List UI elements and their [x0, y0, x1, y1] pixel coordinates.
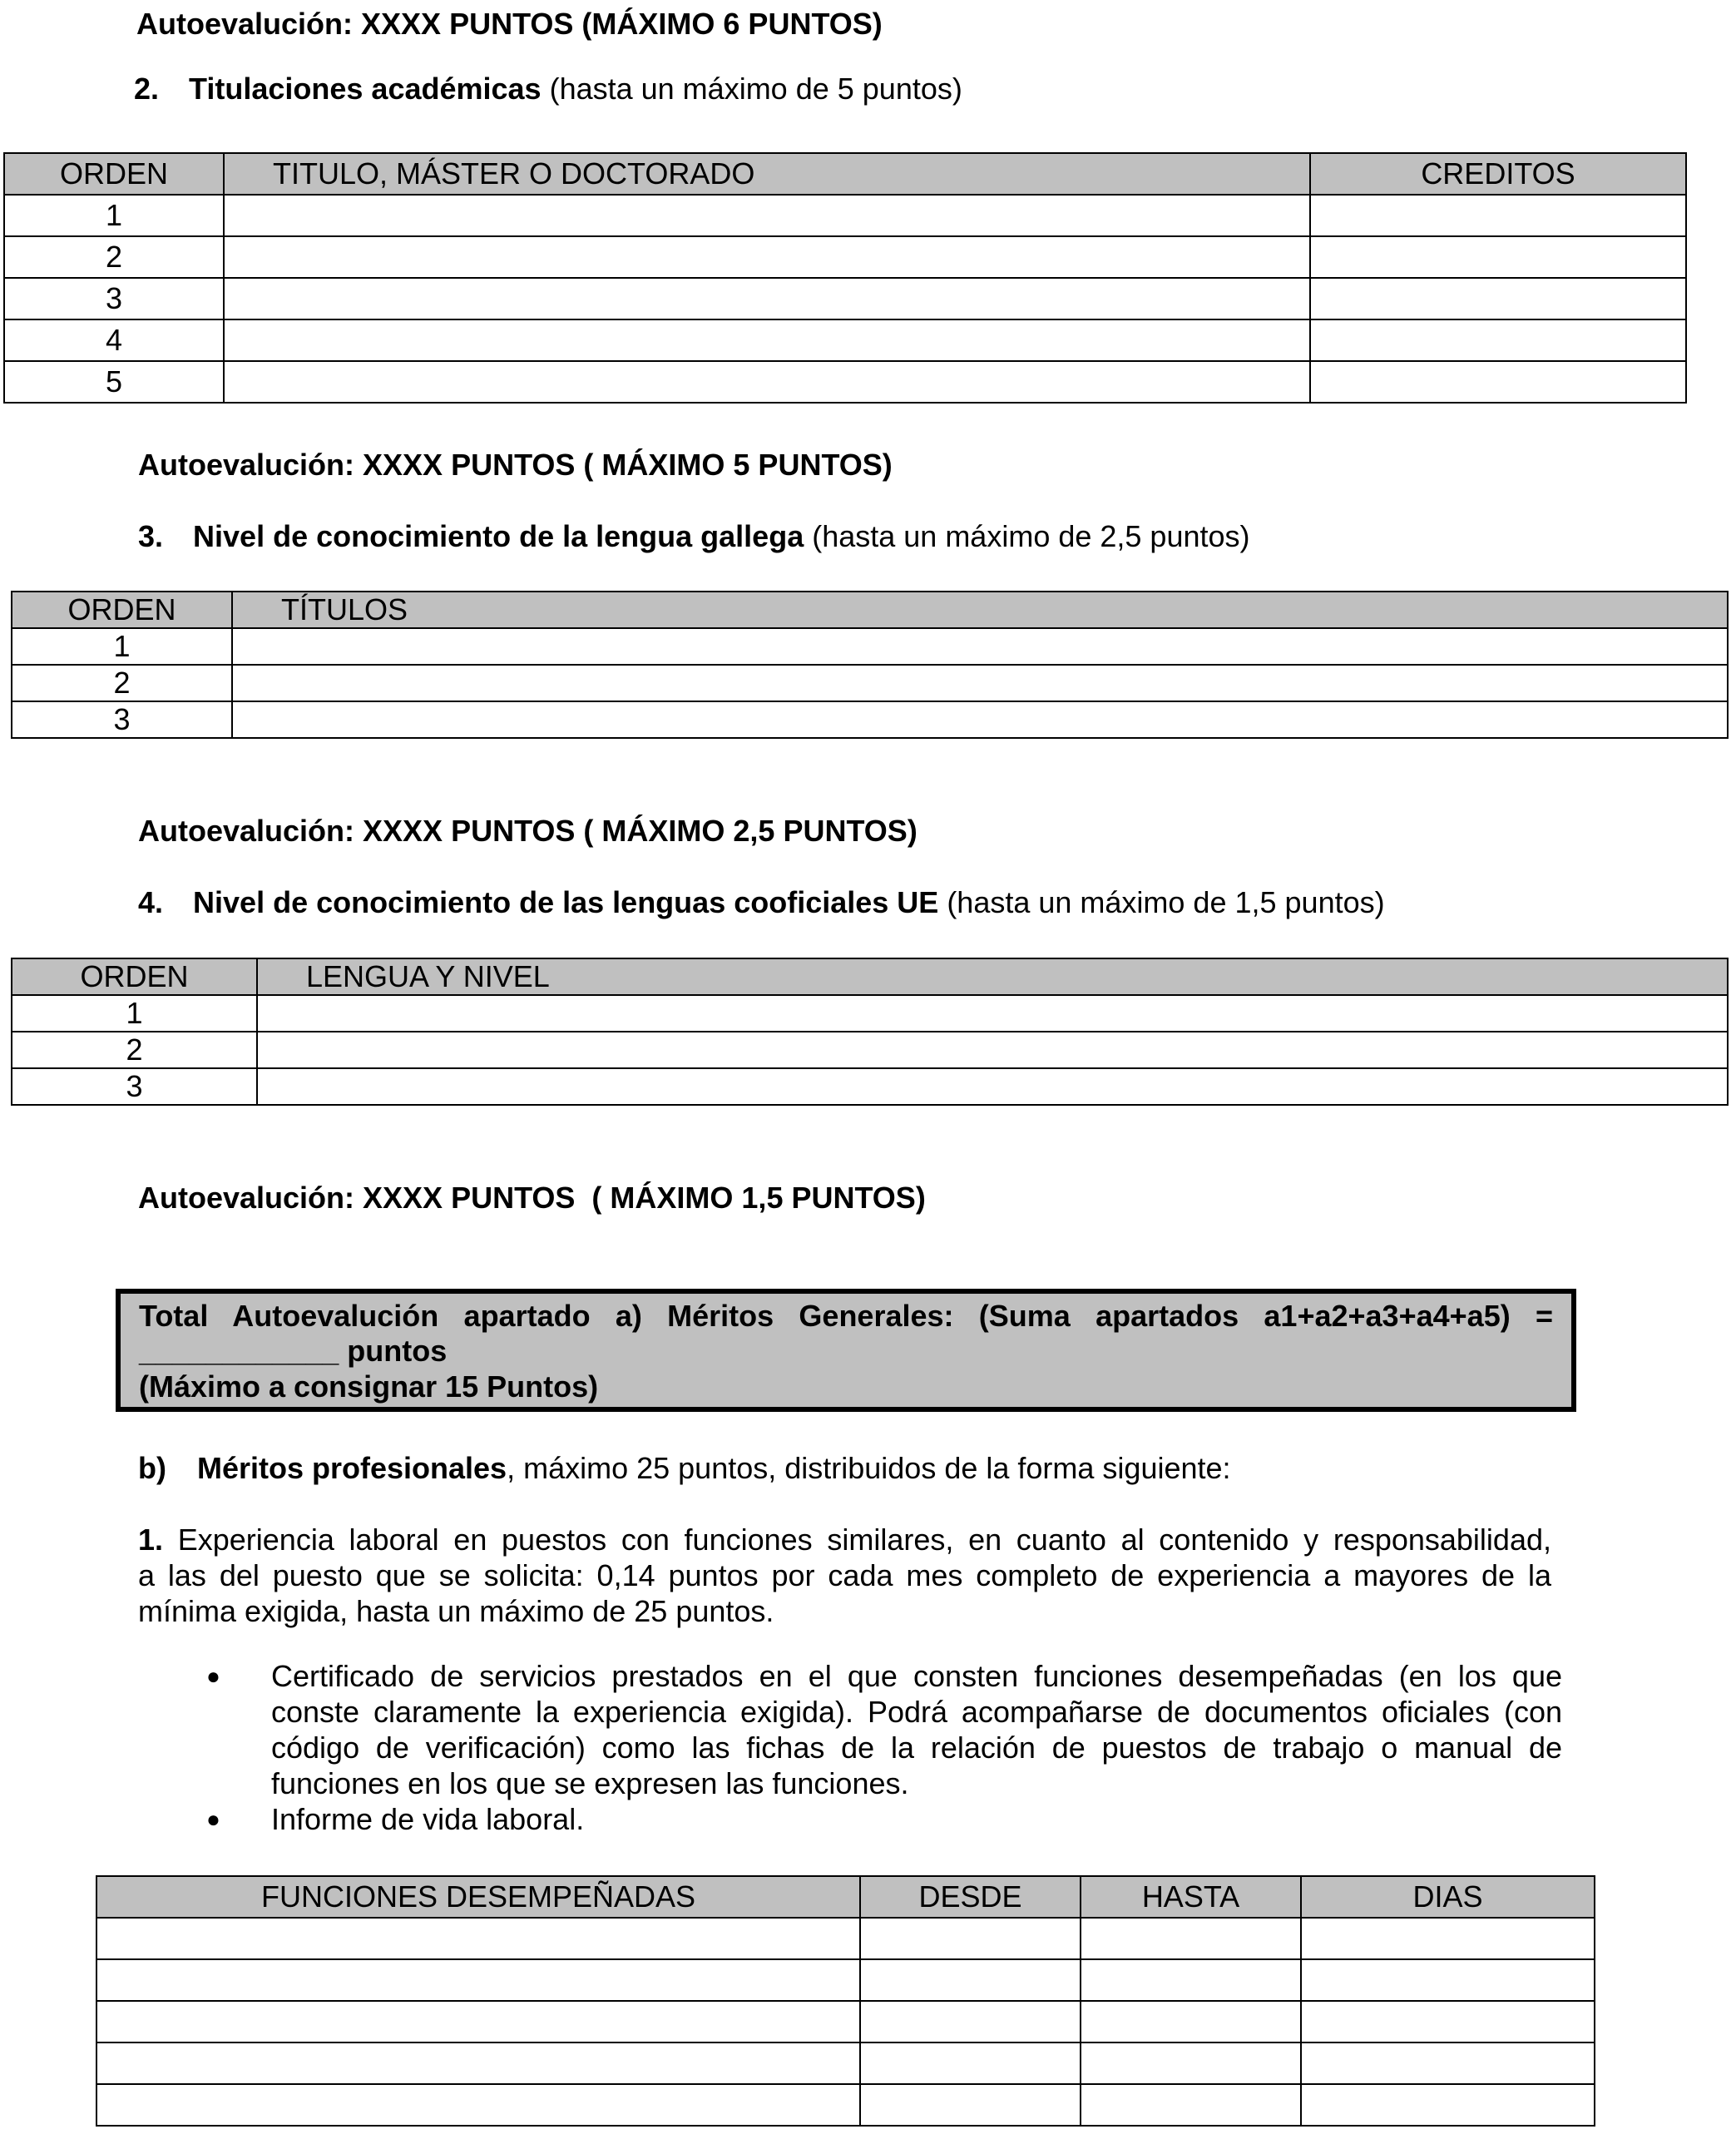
- hasta-cell[interactable]: [1081, 1959, 1301, 2001]
- table-row: [12, 701, 1728, 738]
- row-number: 4: [4, 319, 224, 361]
- section-2-subtitle: (hasta un máximo de 5 puntos): [541, 72, 962, 106]
- creditos-cell[interactable]: [1310, 236, 1686, 278]
- table-header-row: [96, 1876, 1595, 1918]
- funciones-cell[interactable]: [96, 1959, 860, 2001]
- table-row: [96, 2084, 1595, 2126]
- section-b-title: Méritos profesionales: [196, 1451, 507, 1485]
- dias-cell[interactable]: [1301, 1918, 1595, 1959]
- autoeval-section-1: Autoevalución: XXXX PUNTOS (MÁXIMO 6 PUNTOS): [136, 7, 883, 41]
- autoeval-section-4: Autoevalución: XXXX PUNTOS ( MÁXIMO 1,5 PUNTOS): [138, 1181, 926, 1215]
- section-2-number: 2.: [134, 72, 160, 106]
- header-hasta: HASTA: [1081, 1876, 1301, 1918]
- desde-cell[interactable]: [860, 1959, 1081, 2001]
- bullet-line: funciones en los que se expresen las funciones.: [271, 1766, 909, 1800]
- dias-cell[interactable]: [1301, 2001, 1595, 2042]
- hasta-cell[interactable]: [1081, 2001, 1301, 2042]
- section-3-heading: [138, 518, 1250, 554]
- table-row: [12, 1032, 1728, 1068]
- titulo-cell[interactable]: [224, 236, 1310, 278]
- titulos-cell[interactable]: [232, 628, 1728, 665]
- lengua-cell[interactable]: [257, 1032, 1728, 1068]
- lengua-cell[interactable]: [257, 995, 1728, 1032]
- dias-cell[interactable]: [1301, 2084, 1595, 2126]
- autoeval-section-2: Autoevalución: XXXX PUNTOS ( MÁXIMO 5 PUNTOS): [138, 448, 893, 482]
- titulo-cell[interactable]: [224, 361, 1310, 403]
- funciones-cell[interactable]: [96, 2001, 860, 2042]
- header-funciones: FUNCIONES DESEMPEÑADAS: [96, 1876, 860, 1918]
- section-3-subtitle: (hasta un máximo de 2,5 puntos): [804, 519, 1250, 553]
- table-row: [4, 319, 1686, 361]
- experiencia-line-2: a las del puesto que se solicita: 0,14 puntos por cada mes completo de experiencia a mayores de la: [138, 1558, 1551, 1592]
- bullet-line: conste claramente la experiencia exigida). Podrá acompañarse de documentos oficiales (con: [271, 1695, 1562, 1729]
- titulo-cell[interactable]: [224, 319, 1310, 361]
- experiencia-line-3: mínima exigida, hasta un máximo de 25 puntos.: [138, 1594, 774, 1628]
- row-number: 2: [12, 1032, 257, 1068]
- hasta-cell[interactable]: [1081, 2042, 1301, 2084]
- creditos-cell[interactable]: [1310, 361, 1686, 403]
- row-number: 5: [4, 361, 224, 403]
- bullet-certificado: [206, 1658, 1562, 1801]
- header-lengua-nivel: LENGUA Y NIVEL: [257, 958, 1728, 995]
- funciones-table: [96, 1875, 1595, 2127]
- creditos-cell[interactable]: [1310, 195, 1686, 236]
- autoeval-section-3: Autoevalución: XXXX PUNTOS ( MÁXIMO 2,5 PUNTOS): [138, 814, 917, 848]
- section-4-heading: [138, 884, 1385, 920]
- titulo-cell[interactable]: [224, 195, 1310, 236]
- creditos-cell[interactable]: [1310, 319, 1686, 361]
- titulaciones-table: [3, 152, 1687, 404]
- header-titulos: TÍTULOS: [232, 592, 1728, 628]
- table-row: [96, 2042, 1595, 2084]
- table-row: [12, 665, 1728, 701]
- table-row: [96, 1918, 1595, 1959]
- total-line-2: ____________ puntos: [139, 1334, 448, 1368]
- table-row: [96, 1959, 1595, 2001]
- bullet-glyph: ●: [206, 1806, 220, 1832]
- creditos-cell[interactable]: [1310, 278, 1686, 319]
- row-number: 1: [4, 195, 224, 236]
- section-2-heading: [134, 71, 962, 106]
- bullet-vida-laboral: [206, 1801, 1562, 1837]
- total-line-3: (Máximo a consignar 15 Puntos): [139, 1369, 599, 1404]
- desde-cell[interactable]: [860, 1918, 1081, 1959]
- row-number: 3: [12, 701, 232, 738]
- section-b-text: , máximo 25 puntos, distribuidos de la forma siguiente:: [507, 1451, 1231, 1485]
- table-row: [4, 278, 1686, 319]
- section-4-number: 4.: [138, 885, 164, 919]
- funciones-cell[interactable]: [96, 2084, 860, 2126]
- total-line-1: Total Autoevalución apartado a) Méritos Generales: (Suma apartados a1+a2+a3+a4+a5) =: [139, 1299, 1553, 1333]
- hasta-cell[interactable]: [1081, 2084, 1301, 2126]
- header-orden: ORDEN: [4, 153, 224, 195]
- bullet-line: Certificado de servicios prestados en el que consten funciones desempeñadas (en los que: [271, 1659, 1562, 1693]
- section-b-heading: [138, 1450, 1231, 1486]
- dias-cell[interactable]: [1301, 2042, 1595, 2084]
- dias-cell[interactable]: [1301, 1959, 1595, 2001]
- lengua-gallega-table: [11, 591, 1729, 739]
- desde-cell[interactable]: [860, 2001, 1081, 2042]
- desde-cell[interactable]: [860, 2084, 1081, 2126]
- row-number: 2: [12, 665, 232, 701]
- header-desde: DESDE: [860, 1876, 1081, 1918]
- lenguas-cooficiales-table: [11, 958, 1729, 1106]
- titulos-cell[interactable]: [232, 701, 1728, 738]
- table-row: [12, 628, 1728, 665]
- hasta-cell[interactable]: [1081, 1918, 1301, 1959]
- header-orden: ORDEN: [12, 958, 257, 995]
- titulos-cell[interactable]: [232, 665, 1728, 701]
- table-row: [4, 361, 1686, 403]
- section-4-title: Nivel de conocimiento de las lenguas cooficiales UE: [193, 885, 939, 919]
- bullet-line: Informe de vida laboral.: [271, 1802, 585, 1836]
- table-row: [12, 1068, 1728, 1105]
- section-b1-number: 1.: [138, 1523, 164, 1557]
- header-dias: DIAS: [1301, 1876, 1595, 1918]
- table-row: [96, 2001, 1595, 2042]
- section-4-subtitle: (hasta un máximo de 1,5 puntos): [938, 885, 1385, 919]
- row-number: 3: [12, 1068, 257, 1105]
- bullet-line: código de verificación) como las fichas de la relación de puestos de trabajo o manual de: [271, 1731, 1562, 1765]
- row-number: 2: [4, 236, 224, 278]
- section-b-label: b): [138, 1451, 166, 1485]
- bullet-glyph: ●: [206, 1663, 220, 1689]
- row-number: 1: [12, 628, 232, 665]
- table-row: [12, 995, 1728, 1032]
- titulo-cell[interactable]: [224, 278, 1310, 319]
- funciones-cell[interactable]: [96, 1918, 860, 1959]
- row-number: 3: [4, 278, 224, 319]
- experiencia-line-1: 1. Experiencia laboral en puestos con funciones similares, en cuanto al contenido y responsabilidad,: [138, 1523, 1551, 1557]
- header-creditos: CREDITOS: [1310, 153, 1686, 195]
- section-3-title: Nivel de conocimiento de la lengua gallega: [193, 519, 804, 553]
- section-2-title: Titulaciones académicas: [189, 72, 542, 106]
- table-row: [4, 195, 1686, 236]
- section-3-number: 3.: [138, 519, 164, 553]
- table-header-row: [4, 153, 1686, 195]
- lengua-cell[interactable]: [257, 1068, 1728, 1105]
- header-orden: ORDEN: [12, 592, 232, 628]
- table-header-row: [12, 592, 1728, 628]
- table-row: [4, 236, 1686, 278]
- experiencia-paragraph: [138, 1522, 1551, 1629]
- header-titulo: TITULO, MÁSTER O DOCTORADO: [224, 153, 1310, 195]
- table-header-row: [12, 958, 1728, 995]
- total-autoevaluacion-box: [116, 1289, 1576, 1412]
- row-number: 1: [12, 995, 257, 1032]
- funciones-cell[interactable]: [96, 2042, 860, 2084]
- desde-cell[interactable]: [860, 2042, 1081, 2084]
